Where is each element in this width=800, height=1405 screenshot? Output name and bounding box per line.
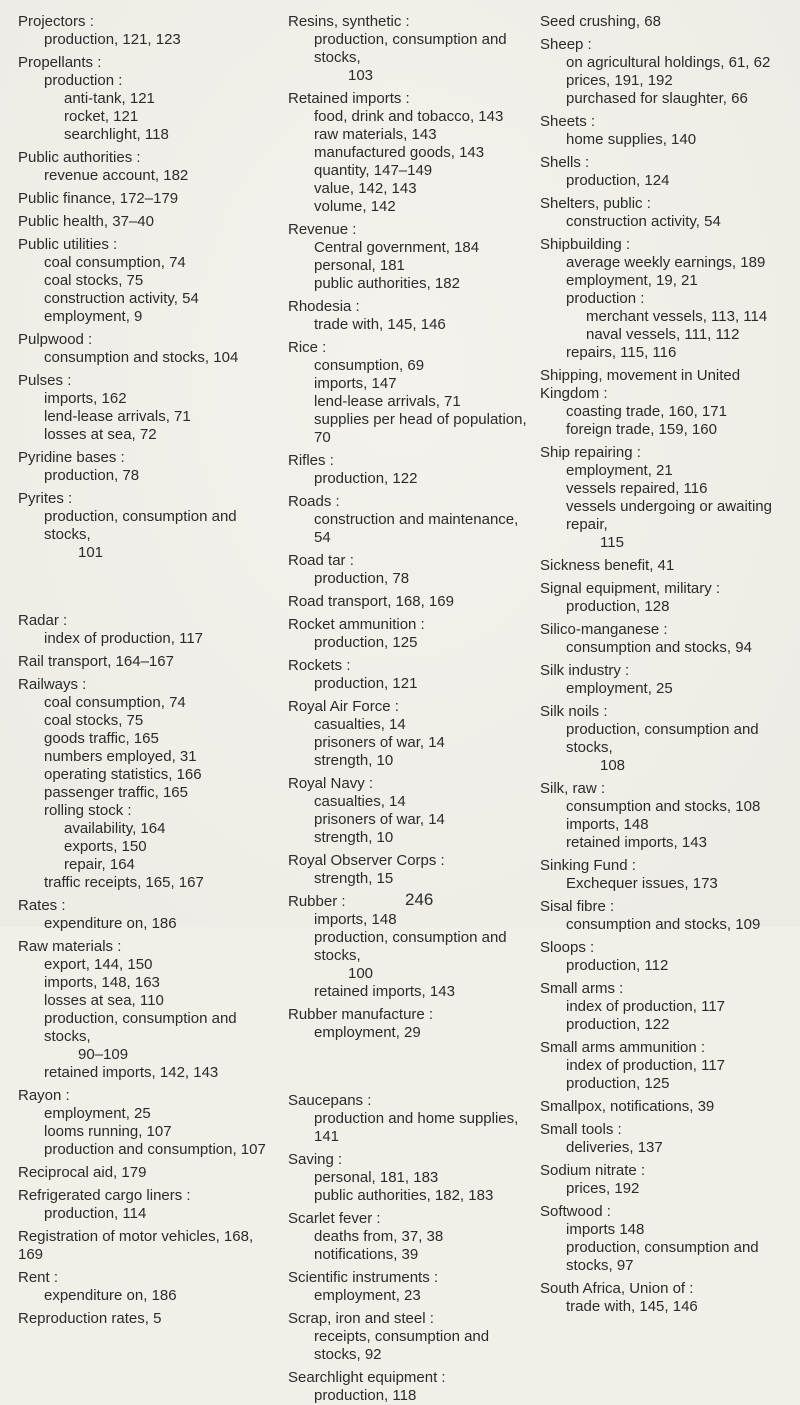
index-heading: Smallpox, notifications, 39 bbox=[540, 1098, 715, 1115]
index-subentry: retained imports, 143 bbox=[566, 834, 707, 851]
index-heading: Pulses : bbox=[18, 372, 72, 389]
index-heading: Rocket ammunition : bbox=[288, 616, 425, 633]
index-subentry: production, consumption and stocks, bbox=[314, 929, 507, 964]
index-continuation: 103 bbox=[348, 67, 374, 84]
index-subentry: Central government, 184 bbox=[314, 239, 480, 256]
index-heading: Road tar : bbox=[288, 552, 354, 569]
index-heading: Registration of motor vehicles, 168, 169 bbox=[18, 1228, 254, 1263]
index-subentry: purchased for slaughter, 66 bbox=[566, 90, 748, 107]
index-subentry: imports, 148 bbox=[566, 816, 649, 833]
index-subentry: imports, 148 bbox=[314, 911, 397, 928]
index-heading: Road transport, 168, 169 bbox=[288, 593, 454, 610]
index-subentry: imports, 148, 163 bbox=[44, 974, 160, 991]
index-subentry: prices, 191, 192 bbox=[566, 72, 673, 89]
index-subentry: construction activity, 54 bbox=[566, 213, 721, 230]
index-subentry: employment, 23 bbox=[314, 1287, 421, 1304]
index-subentry: looms running, 107 bbox=[44, 1123, 172, 1140]
index-subentry: coasting trade, 160, 171 bbox=[566, 403, 727, 420]
index-heading: Scrap, iron and steel : bbox=[288, 1310, 434, 1327]
section-gap bbox=[18, 578, 280, 596]
index-subentry: home supplies, 140 bbox=[566, 131, 697, 148]
index-subentry: coal stocks, 75 bbox=[44, 712, 144, 729]
index-heading: Shelters, public : bbox=[540, 195, 651, 212]
index-subentry: strength, 15 bbox=[314, 870, 394, 887]
index-subentry: consumption and stocks, 108 bbox=[566, 798, 761, 815]
index-heading: Shipping, movement in United Kingdom : bbox=[540, 367, 741, 402]
index-heading: Reciprocal aid, 179 bbox=[18, 1164, 147, 1181]
index-subentry: naval vessels, 111, 112 bbox=[586, 326, 740, 343]
index-heading: Projectors : bbox=[18, 13, 94, 30]
index-subentry: average weekly earnings, 189 bbox=[566, 254, 766, 271]
index-subentry: production, consumption and stocks, bbox=[566, 721, 759, 756]
index-heading: Silk industry : bbox=[540, 662, 630, 679]
index-subentry: production, 122 bbox=[566, 1016, 670, 1033]
index-heading: Royal Air Force : bbox=[288, 698, 399, 715]
index-subentry: traffic receipts, 165, 167 bbox=[44, 874, 204, 891]
index-heading: Sinking Fund : bbox=[540, 857, 636, 874]
index-subentry: construction and maintenance, 54 bbox=[314, 511, 519, 546]
index-heading: Silk noils : bbox=[540, 703, 608, 720]
index-subentry: revenue account, 182 bbox=[44, 167, 189, 184]
index-heading: Shipbuilding : bbox=[540, 236, 631, 253]
index-heading: Pyridine bases : bbox=[18, 449, 125, 466]
index-subentry: index of production, 117 bbox=[44, 630, 204, 647]
index-subentry: trade with, 145, 146 bbox=[566, 1298, 698, 1315]
index-column-3 bbox=[540, 8, 798, 1316]
index-heading: Rayon : bbox=[18, 1087, 70, 1104]
index-heading: Revenue : bbox=[288, 221, 357, 238]
index-subentry: imports 148 bbox=[566, 1221, 645, 1238]
index-subentry: index of production, 117 bbox=[566, 998, 726, 1015]
page-number: 246 bbox=[405, 890, 434, 909]
index-subentry: notifications, 39 bbox=[314, 1246, 419, 1263]
index-subentry: coal stocks, 75 bbox=[44, 272, 144, 289]
index-subentry: index of production, 117 bbox=[566, 1057, 726, 1074]
index-heading: Scientific instruments : bbox=[288, 1269, 439, 1286]
index-subentry: public authorities, 182 bbox=[314, 275, 460, 292]
index-subentry: production, 78 bbox=[44, 467, 140, 484]
index-subentry: employment, 21 bbox=[566, 462, 673, 479]
index-heading: Sheep : bbox=[540, 36, 592, 53]
index-subentry: manufactured goods, 143 bbox=[314, 144, 485, 161]
index-heading: Searchlight equipment : bbox=[288, 1369, 446, 1386]
index-heading: Rockets : bbox=[288, 657, 351, 674]
index-heading: Rice : bbox=[288, 339, 327, 356]
index-subentry: employment, 9 bbox=[44, 308, 143, 325]
index-subentry: supplies per head of population, 70 bbox=[314, 411, 527, 446]
index-subentry: raw materials, 143 bbox=[314, 126, 437, 143]
index-subentry: consumption, 69 bbox=[314, 357, 425, 374]
index-subentry: goods traffic, 165 bbox=[44, 730, 159, 747]
index-subentry: losses at sea, 72 bbox=[44, 426, 157, 443]
index-subentry: volume, 142 bbox=[314, 198, 396, 215]
index-subentry: production, 118 bbox=[314, 1387, 417, 1404]
index-subentry: production, 125 bbox=[566, 1075, 670, 1092]
index-subentry: production, 78 bbox=[314, 570, 410, 587]
index-column-2 bbox=[288, 8, 536, 1405]
index-heading: Rubber : bbox=[288, 893, 346, 910]
index-subentry: vessels undergoing or awaiting repair, bbox=[566, 498, 772, 533]
index-subentry: prisoners of war, 14 bbox=[314, 811, 445, 828]
index-subentry: production, 124 bbox=[566, 172, 670, 189]
index-subentry: deaths from, 37, 38 bbox=[314, 1228, 444, 1245]
index-subentry: employment, 25 bbox=[44, 1105, 151, 1122]
index-subentry: production, 121 bbox=[314, 675, 418, 692]
index-subentry: expenditure on, 186 bbox=[44, 915, 177, 932]
index-subentry: production and home supplies, 141 bbox=[314, 1110, 519, 1145]
index-heading: Saving : bbox=[288, 1151, 343, 1168]
index-heading: Propellants : bbox=[18, 54, 102, 71]
index-subentry: production, 121, 123 bbox=[44, 31, 181, 48]
index-subentry: employment, 19, 21 bbox=[566, 272, 698, 289]
index-subentry: availability, 164 bbox=[64, 820, 166, 837]
index-continuation: 108 bbox=[600, 757, 626, 774]
index-continuation: 100 bbox=[348, 965, 374, 982]
index-subentry: coal consumption, 74 bbox=[44, 694, 186, 711]
index-subentry: casualties, 14 bbox=[314, 716, 406, 733]
index-heading: Sloops : bbox=[540, 939, 595, 956]
index-heading: Silico-manganese : bbox=[540, 621, 668, 638]
index-subentry: production, 122 bbox=[314, 470, 418, 487]
index-heading: Royal Observer Corps : bbox=[288, 852, 445, 869]
index-subentry: deliveries, 137 bbox=[566, 1139, 663, 1156]
index-subentry: production, consumption and stocks, bbox=[44, 508, 237, 543]
index-heading: Silk, raw : bbox=[540, 780, 606, 797]
index-subentry: coal consumption, 74 bbox=[44, 254, 186, 271]
index-subentry: foreign trade, 159, 160 bbox=[566, 421, 717, 438]
index-heading: Small arms ammunition : bbox=[540, 1039, 706, 1056]
index-subentry: production : bbox=[566, 290, 645, 307]
index-subentry: repairs, 115, 116 bbox=[566, 344, 677, 361]
index-subentry: numbers employed, 31 bbox=[44, 748, 197, 765]
index-subentry: imports, 162 bbox=[44, 390, 127, 407]
index-subentry: production, 128 bbox=[566, 598, 670, 615]
index-subentry: rocket, 121 bbox=[64, 108, 139, 125]
index-subentry: construction activity, 54 bbox=[44, 290, 199, 307]
index-heading: Public finance, 172–179 bbox=[18, 190, 179, 207]
index-subentry: receipts, consumption and stocks, 92 bbox=[314, 1328, 490, 1363]
index-heading: Rail transport, 164–167 bbox=[18, 653, 174, 670]
index-heading: Reproduction rates, 5 bbox=[18, 1310, 162, 1327]
index-continuation: 115 bbox=[600, 534, 624, 551]
index-subentry: trade with, 145, 146 bbox=[314, 316, 446, 333]
index-heading: Rubber manufacture : bbox=[288, 1006, 434, 1023]
index-subentry: passenger traffic, 165 bbox=[44, 784, 188, 801]
index-heading: Royal Navy : bbox=[288, 775, 374, 792]
index-heading: Public utilities : bbox=[18, 236, 118, 253]
index-subentry: anti-tank, 121 bbox=[64, 90, 155, 107]
index-subentry: imports, 147 bbox=[314, 375, 397, 392]
index-subentry: strength, 10 bbox=[314, 829, 394, 846]
index-subentry: employment, 29 bbox=[314, 1024, 421, 1041]
index-subentry: retained imports, 143 bbox=[314, 983, 455, 1000]
index-heading: Shells : bbox=[540, 154, 590, 171]
index-heading: Resins, synthetic : bbox=[288, 13, 410, 30]
index-heading: Refrigerated cargo liners : bbox=[18, 1187, 191, 1204]
index-continuation: 101 bbox=[78, 544, 104, 561]
index-heading: Small tools : bbox=[540, 1121, 622, 1138]
index-heading: Public health, 37–40 bbox=[18, 213, 154, 230]
index-heading: Rhodesia : bbox=[288, 298, 360, 315]
index-subentry: exports, 150 bbox=[64, 838, 147, 855]
section-gap bbox=[288, 1058, 536, 1076]
index-subentry: consumption and stocks, 94 bbox=[566, 639, 752, 656]
index-heading: Railways : bbox=[18, 676, 87, 693]
index-subentry: consumption and stocks, 109 bbox=[566, 916, 761, 933]
index-heading: Raw materials : bbox=[18, 938, 122, 955]
index-heading: Seed crushing, 68 bbox=[540, 13, 661, 30]
index-subentry: quantity, 147–149 bbox=[314, 162, 433, 179]
index-heading: Public authorities : bbox=[18, 149, 141, 166]
index-heading: Rates : bbox=[18, 897, 66, 914]
index-subentry: searchlight, 118 bbox=[64, 126, 169, 143]
index-heading: Rifles : bbox=[288, 452, 334, 469]
index-subentry: value, 142, 143 bbox=[314, 180, 417, 197]
index-subentry: consumption and stocks, 104 bbox=[44, 349, 239, 366]
index-subentry: Exchequer issues, 173 bbox=[566, 875, 718, 892]
index-subentry: food, drink and tobacco, 143 bbox=[314, 108, 504, 125]
index-subentry: public authorities, 182, 183 bbox=[314, 1187, 494, 1204]
index-subentry: employment, 25 bbox=[566, 680, 673, 697]
index-heading: Softwood : bbox=[540, 1203, 611, 1220]
index-subentry: production, 125 bbox=[314, 634, 418, 651]
index-subentry: lend-lease arrivals, 71 bbox=[314, 393, 461, 410]
index-subentry: repair, 164 bbox=[64, 856, 135, 873]
index-subentry: production : bbox=[44, 72, 123, 89]
index-heading: Sickness benefit, 41 bbox=[540, 557, 675, 574]
index-heading: Sodium nitrate : bbox=[540, 1162, 646, 1179]
index-subentry: production, consumption and stocks, 97 bbox=[566, 1239, 759, 1274]
index-subentry: lend-lease arrivals, 71 bbox=[44, 408, 191, 425]
index-subentry: personal, 181 bbox=[314, 257, 405, 274]
index-subentry: casualties, 14 bbox=[314, 793, 406, 810]
index-heading: Rent : bbox=[18, 1269, 59, 1286]
index-column-1 bbox=[18, 8, 280, 1328]
index-subentry: export, 144, 150 bbox=[44, 956, 153, 973]
index-subentry: prices, 192 bbox=[566, 1180, 640, 1197]
index-heading: Saucepans : bbox=[288, 1092, 372, 1109]
index-heading: Ship repairing : bbox=[540, 444, 641, 461]
index-subentry: prisoners of war, 14 bbox=[314, 734, 445, 751]
index-heading: Signal equipment, military : bbox=[540, 580, 721, 597]
index-subentry: production, 112 bbox=[566, 957, 669, 974]
index-subentry: operating statistics, 166 bbox=[44, 766, 202, 783]
index-heading: South Africa, Union of : bbox=[540, 1280, 694, 1297]
index-heading: Pyrites : bbox=[18, 490, 73, 507]
index-heading: Small arms : bbox=[540, 980, 624, 997]
index-heading: Scarlet fever : bbox=[288, 1210, 381, 1227]
index-continuation: 90–109 bbox=[78, 1046, 129, 1063]
index-subentry: production, 114 bbox=[44, 1205, 147, 1222]
index-subentry: strength, 10 bbox=[314, 752, 394, 769]
index-heading: Roads : bbox=[288, 493, 340, 510]
index-heading: Retained imports : bbox=[288, 90, 410, 107]
index-subentry: retained imports, 142, 143 bbox=[44, 1064, 219, 1081]
index-subentry: production, consumption and stocks, bbox=[314, 31, 507, 66]
index-heading: Radar : bbox=[18, 612, 68, 629]
index-subentry: expenditure on, 186 bbox=[44, 1287, 177, 1304]
index-heading: Sisal fibre : bbox=[540, 898, 615, 915]
index-subentry: production, consumption and stocks, bbox=[44, 1010, 237, 1045]
index-subentry: vessels repaired, 116 bbox=[566, 480, 708, 497]
index-heading: Pulpwood : bbox=[18, 331, 93, 348]
index-subentry: merchant vessels, 113, 114 bbox=[586, 308, 768, 325]
index-subentry: rolling stock : bbox=[44, 802, 132, 819]
index-heading: Sheets : bbox=[540, 113, 596, 130]
index-subentry: losses at sea, 110 bbox=[44, 992, 164, 1009]
index-subentry: on agricultural holdings, 61, 62 bbox=[566, 54, 771, 71]
index-subentry: production and consumption, 107 bbox=[44, 1141, 266, 1158]
index-subentry: personal, 181, 183 bbox=[314, 1169, 439, 1186]
